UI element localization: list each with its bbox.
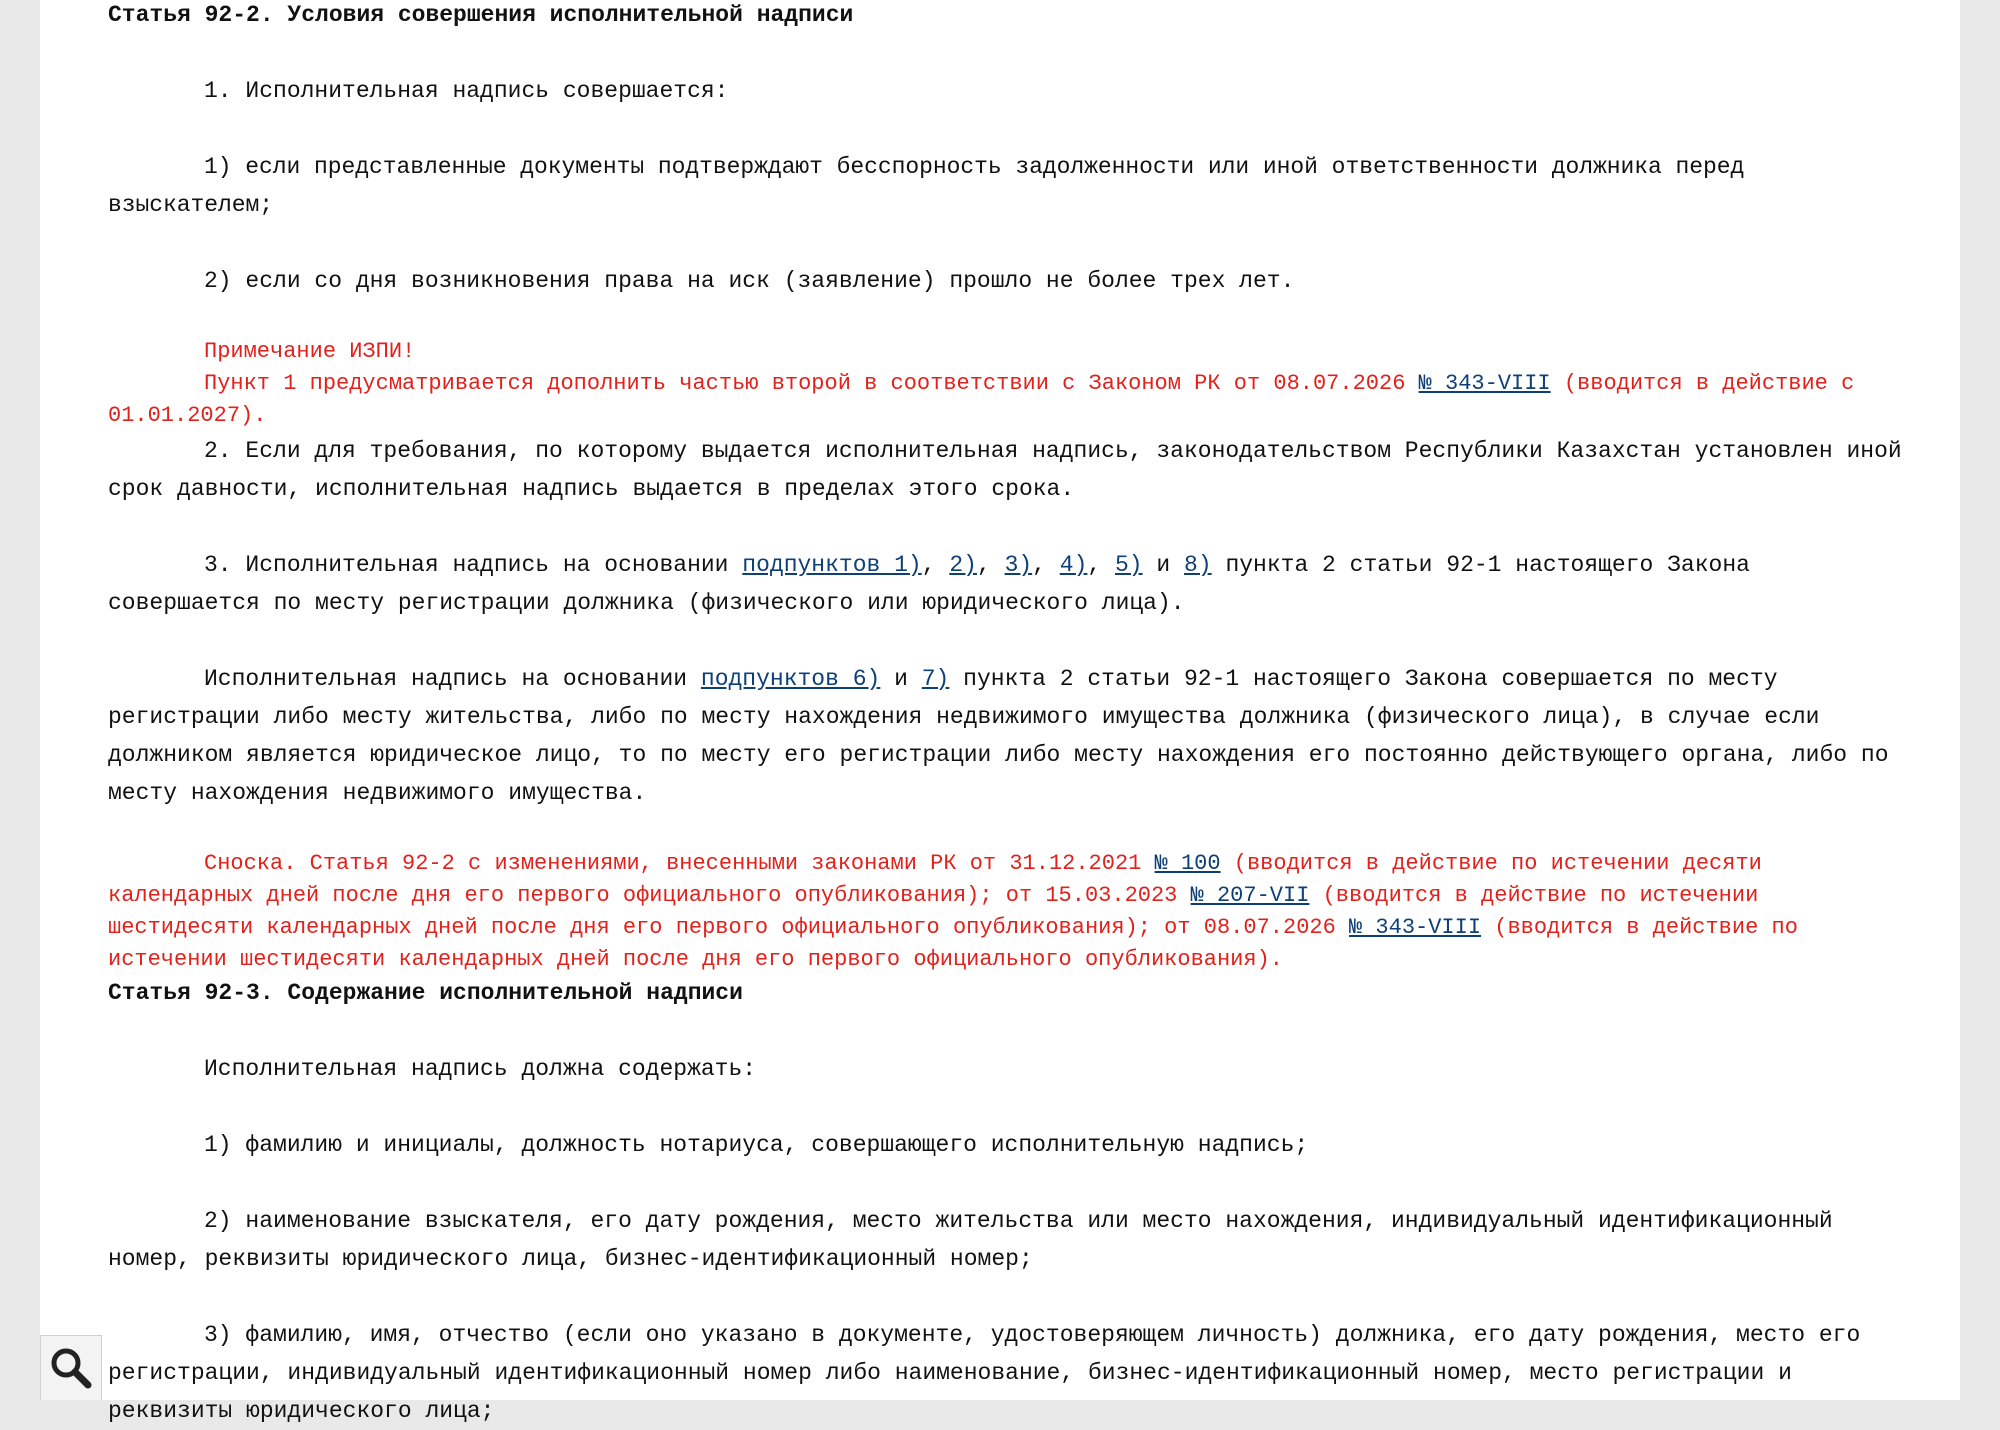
subparagraph-link-1[interactable]: подпунктов 1) bbox=[742, 552, 922, 578]
paragraph-2: 2. Если для требования, по которому выдается исполнительная надпись, законодательством Республики Казахстан установлен иной срок давности, исполнительная надпись выдается в пределах этого срока. bbox=[108, 438, 1902, 502]
article-92-3-item-3: 3) фамилию, имя, отчество (если оно указано в документе, удостоверяющем личность) должника, его дату рождения, место его регистрации, индивидуальный идентификационный номер либо наименование, бизнес-идентификационный номер, место регистрации и реквизиты юридического лица; bbox=[108, 1322, 1861, 1424]
article-92-3-intro: Исполнительная надпись должна содержать: bbox=[204, 1056, 757, 1082]
article-92-3-title: Статья 92-3. Содержание исполнительной надписи bbox=[108, 980, 743, 1006]
document-content bbox=[108, 0, 1908, 1430]
law-link-343-viii[interactable]: № 343-VIII bbox=[1418, 371, 1551, 396]
article-92-3-item-1: 1) фамилию и инициалы, должность нотариуса, совершающего исполнительную надпись; bbox=[204, 1132, 1309, 1158]
subparagraph-link-2[interactable]: 2) bbox=[949, 552, 977, 578]
law-link-100[interactable]: № 100 bbox=[1154, 851, 1221, 876]
subparagraph-link-7[interactable]: 7) bbox=[921, 666, 950, 692]
note-text: Пункт 1 предусматривается дополнить частью второй в соответствии с Законом РК от 08.07.2026 № 343-VIII (вводится в действие с 01.01.2027). bbox=[108, 371, 1855, 428]
paragraph-3-part-2: Исполнительная надпись на основании подпунктов 6) и 7) пункта 2 статьи 92-1 настоящего Закона совершается по месту регистрации либо месту жительства, либо по месту нахождения недвижимого имущества должника (физического лица), в случае если должником является юридическое лицо, то по месту его регистрации либо месту нахождения его постоянно действующего органа, либо по месту нахождения недвижимого имущества. bbox=[108, 666, 1889, 806]
law-link-207-vii[interactable]: № 207-VII bbox=[1190, 883, 1310, 908]
subparagraph-link-8[interactable]: 8) bbox=[1184, 552, 1212, 578]
paragraph-1: 1. Исполнительная надпись совершается: bbox=[204, 78, 729, 104]
subparagraph-link-6[interactable]: подпунктов 6) bbox=[700, 666, 881, 692]
document-page bbox=[40, 0, 1960, 1424]
paragraph-3: 3. Исполнительная надпись на основании подпунктов 1), 2), 3), 4), 5) и 8) пункта 2 статьи 92-1 настоящего Закона совершается по месту регистрации должника (физического или юридического лица). bbox=[108, 552, 1750, 616]
law-link-343-viii-footnote[interactable]: № 343-VIII bbox=[1349, 915, 1482, 940]
note-heading: Примечание ИЗПИ! bbox=[204, 339, 416, 364]
article-92-3-item-2: 2) наименование взыскателя, его дату рождения, место жительства или место нахождения, индивидуальный идентификационный номер, реквизиты юридического лица, бизнес-идентификационный номер; bbox=[108, 1208, 1833, 1272]
subparagraph-link-5[interactable]: 5) bbox=[1115, 552, 1143, 578]
subparagraph-link-3[interactable]: 3) bbox=[1004, 552, 1033, 578]
paragraph-1-item-2: 2) если со дня возникновения права на иск (заявление) прошло не более трех лет. bbox=[204, 268, 1295, 294]
magnifier-icon bbox=[49, 1346, 93, 1390]
subparagraph-link-4[interactable]: 4) bbox=[1059, 552, 1088, 578]
editorial-note bbox=[108, 336, 1908, 432]
article-92-2-title: Статья 92-2. Условия совершения исполнительной надписи bbox=[108, 2, 854, 28]
paragraph-1-item-1: 1) если представленные документы подтверждают бесспорность задолженности или иной ответственности должника перед взыскателем; bbox=[108, 154, 1745, 218]
search-button[interactable] bbox=[40, 1335, 102, 1400]
footnote: Сноска. Статья 92-2 с изменениями, внесенными законами РК от 31.12.2021 № 100 (вводится в действие по истечении десяти календарных дней после дня его первого официального опубликования); от 15.03.2023 № 207-VII (вводится в действие по истечении шестидесяти календарных дней после дня его первого официального опубликования); от 08.07.2026 № 343-VIII (вводится в действие по истечении шестидесяти календарных дней после дня его первого официального опубликования). bbox=[108, 851, 1798, 972]
